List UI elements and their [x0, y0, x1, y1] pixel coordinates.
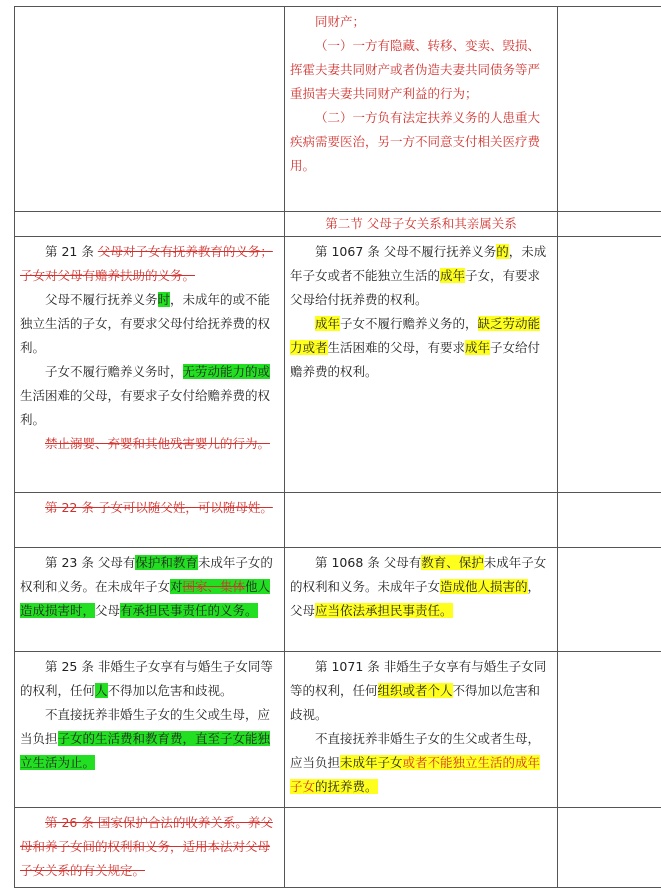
text-segment: 不直接抚养非婚生子女的生父或者生母，应当负担 — [290, 731, 541, 770]
notes-cell — [558, 212, 661, 237]
text-segment: 对 — [170, 579, 183, 594]
notes-cell — [558, 237, 661, 493]
text-segment: 父母 — [95, 603, 121, 618]
table-row — [15, 548, 661, 652]
paragraph — [20, 240, 279, 288]
text-segment: 教育、保护 — [421, 555, 484, 570]
text-segment: 第 26 条 国家保护合法的收养关系。养父母和养子女间的权利和义务，适用本法对父母子女关系的有关规定。 — [20, 815, 273, 878]
text-segment: 缺乏劳动能力或者 — [290, 316, 541, 355]
paragraph — [290, 312, 552, 384]
text-segment: 成年 — [315, 316, 341, 331]
text-segment: 子女不履行赡养义务的， — [340, 316, 478, 331]
text-segment: 子女给付赡养费的权利。 — [290, 340, 541, 379]
text-segment: （二）一方负有法定扶养义务的人患重大疾病需要医治，另一方不同意支付相关医疗费用。 — [290, 110, 541, 173]
text-segment: 第 1071 条 非婚生子女享有与婚生子女同等的权利，任何 — [290, 659, 547, 698]
paragraph — [20, 655, 279, 703]
text-segment: 第 22 条 子女可以随父姓，可以随母姓。 — [45, 500, 273, 515]
text-segment: 未成年子女的权利和义务。未成年子女 — [290, 555, 547, 594]
old-law-cell — [15, 808, 285, 888]
section-title: 第二节 父母子女关系和其亲属关系 — [285, 212, 558, 237]
text-segment: 或者不能独立生活的成年子女 — [290, 755, 541, 794]
new-law-cell — [285, 548, 558, 652]
paragraph — [290, 106, 552, 178]
text-segment: 他人造成损害时， — [20, 579, 271, 618]
text-segment: 时 — [157, 292, 171, 307]
text-segment: 生活困难的父母，有要求子女付给赡养费的权利。 — [20, 388, 271, 427]
notes-cell — [558, 493, 661, 548]
text-segment: 未成年子女的权利和义务。在未成年子女 — [20, 555, 273, 594]
text-segment: 国家、集体 — [182, 579, 246, 594]
text-segment: ，未成年子女或者不能独立生活的 — [290, 244, 547, 283]
table-row — [15, 212, 661, 237]
old-law-cell — [15, 212, 285, 237]
notes-cell — [558, 548, 661, 652]
text-segment: ，父母 — [290, 579, 541, 618]
text-segment: 无劳动能力的或 — [182, 364, 271, 379]
text-segment: 成年 — [465, 340, 491, 355]
text-segment: 不直接抚养非婚生子女的生父或生母，应当负担 — [20, 707, 271, 746]
paragraph — [290, 551, 552, 623]
text-segment: 应当依法承担民事责任。 — [315, 603, 453, 618]
text-segment: 造成他人损害的 — [440, 579, 528, 594]
text-segment: 子女的生活费和教育费，直至子女能独立生活为止。 — [20, 731, 271, 770]
text-segment: 不得加以危害和歧视。 — [107, 683, 233, 698]
old-law-cell — [15, 652, 285, 808]
notes-cell — [558, 808, 661, 888]
text-segment: 第 23 条 父母有 — [45, 555, 136, 570]
text-segment: 的抚养费。 — [315, 779, 378, 794]
text-segment: 父母不履行抚养义务 — [45, 292, 158, 307]
text-segment: 子女不履行赡养义务时， — [45, 364, 183, 379]
table-row — [15, 493, 661, 548]
text-segment: 第 21 条 — [45, 244, 98, 259]
new-law-cell — [285, 7, 558, 212]
paragraph — [290, 727, 552, 799]
paragraph — [20, 288, 279, 360]
paragraph — [290, 655, 552, 727]
old-law-cell — [15, 493, 285, 548]
text-segment: 成年 — [440, 268, 466, 283]
paragraph — [20, 551, 279, 623]
paragraph — [290, 34, 552, 106]
text-segment: 不得加以危害和歧视。 — [290, 683, 541, 722]
text-segment: 保护和教育 — [135, 555, 198, 570]
notes-cell — [558, 652, 661, 808]
new-law-cell — [285, 493, 558, 548]
paragraph — [20, 703, 279, 775]
table-row — [15, 7, 661, 212]
text-segment: 第 1068 条 父母有 — [315, 555, 422, 570]
old-law-cell — [15, 237, 285, 493]
new-law-cell — [285, 808, 558, 888]
text-segment: 禁止溺婴、弃婴和其他残害婴儿的行为。 — [45, 436, 271, 451]
text-segment: 未成年子女 — [340, 755, 403, 770]
old-law-cell — [15, 548, 285, 652]
table-row — [15, 652, 661, 808]
paragraph — [290, 240, 552, 312]
new-law-cell — [285, 652, 558, 808]
text-segment: ，未成年的或不能独立生活的子女，有要求父母付给抚养费的权利。 — [20, 292, 271, 355]
new-law-cell — [285, 237, 558, 493]
table-row — [15, 237, 661, 493]
text-segment: 生活困难的父母，有要求 — [327, 340, 466, 355]
text-segment: 有承担民事责任的义务。 — [120, 603, 258, 618]
law-comparison-table — [14, 6, 661, 888]
text-segment: 人 — [95, 683, 108, 698]
old-law-cell — [15, 7, 285, 212]
paragraph — [20, 360, 279, 432]
text-segment: 组织或者个人 — [377, 683, 453, 698]
text-segment: 第 25 条 非婚生子女享有与婚生子女同等的权利，任何 — [20, 659, 273, 698]
paragraph — [20, 432, 279, 456]
text-segment: 的 — [496, 244, 509, 259]
paragraph — [20, 811, 279, 883]
notes-cell — [558, 7, 661, 212]
text-segment: 第 1067 条 父母不履行抚养义务 — [315, 244, 497, 259]
paragraph — [290, 10, 552, 34]
table-row — [15, 808, 661, 888]
paragraph — [20, 496, 279, 520]
text-segment: 父母对子女有抚养教育的义务；子女对父母有赡养扶助的义务。 — [20, 244, 273, 283]
text-segment: （一）一方有隐藏、转移、变卖、毁损、挥霍夫妻共同财产或者伪造夫妻共同债务等严重损害夫妻共同财产利益的行为； — [290, 38, 541, 101]
text-segment: 子女，有要求父母给付抚养费的权利。 — [290, 268, 541, 307]
text-segment: 同财产； — [315, 14, 366, 29]
